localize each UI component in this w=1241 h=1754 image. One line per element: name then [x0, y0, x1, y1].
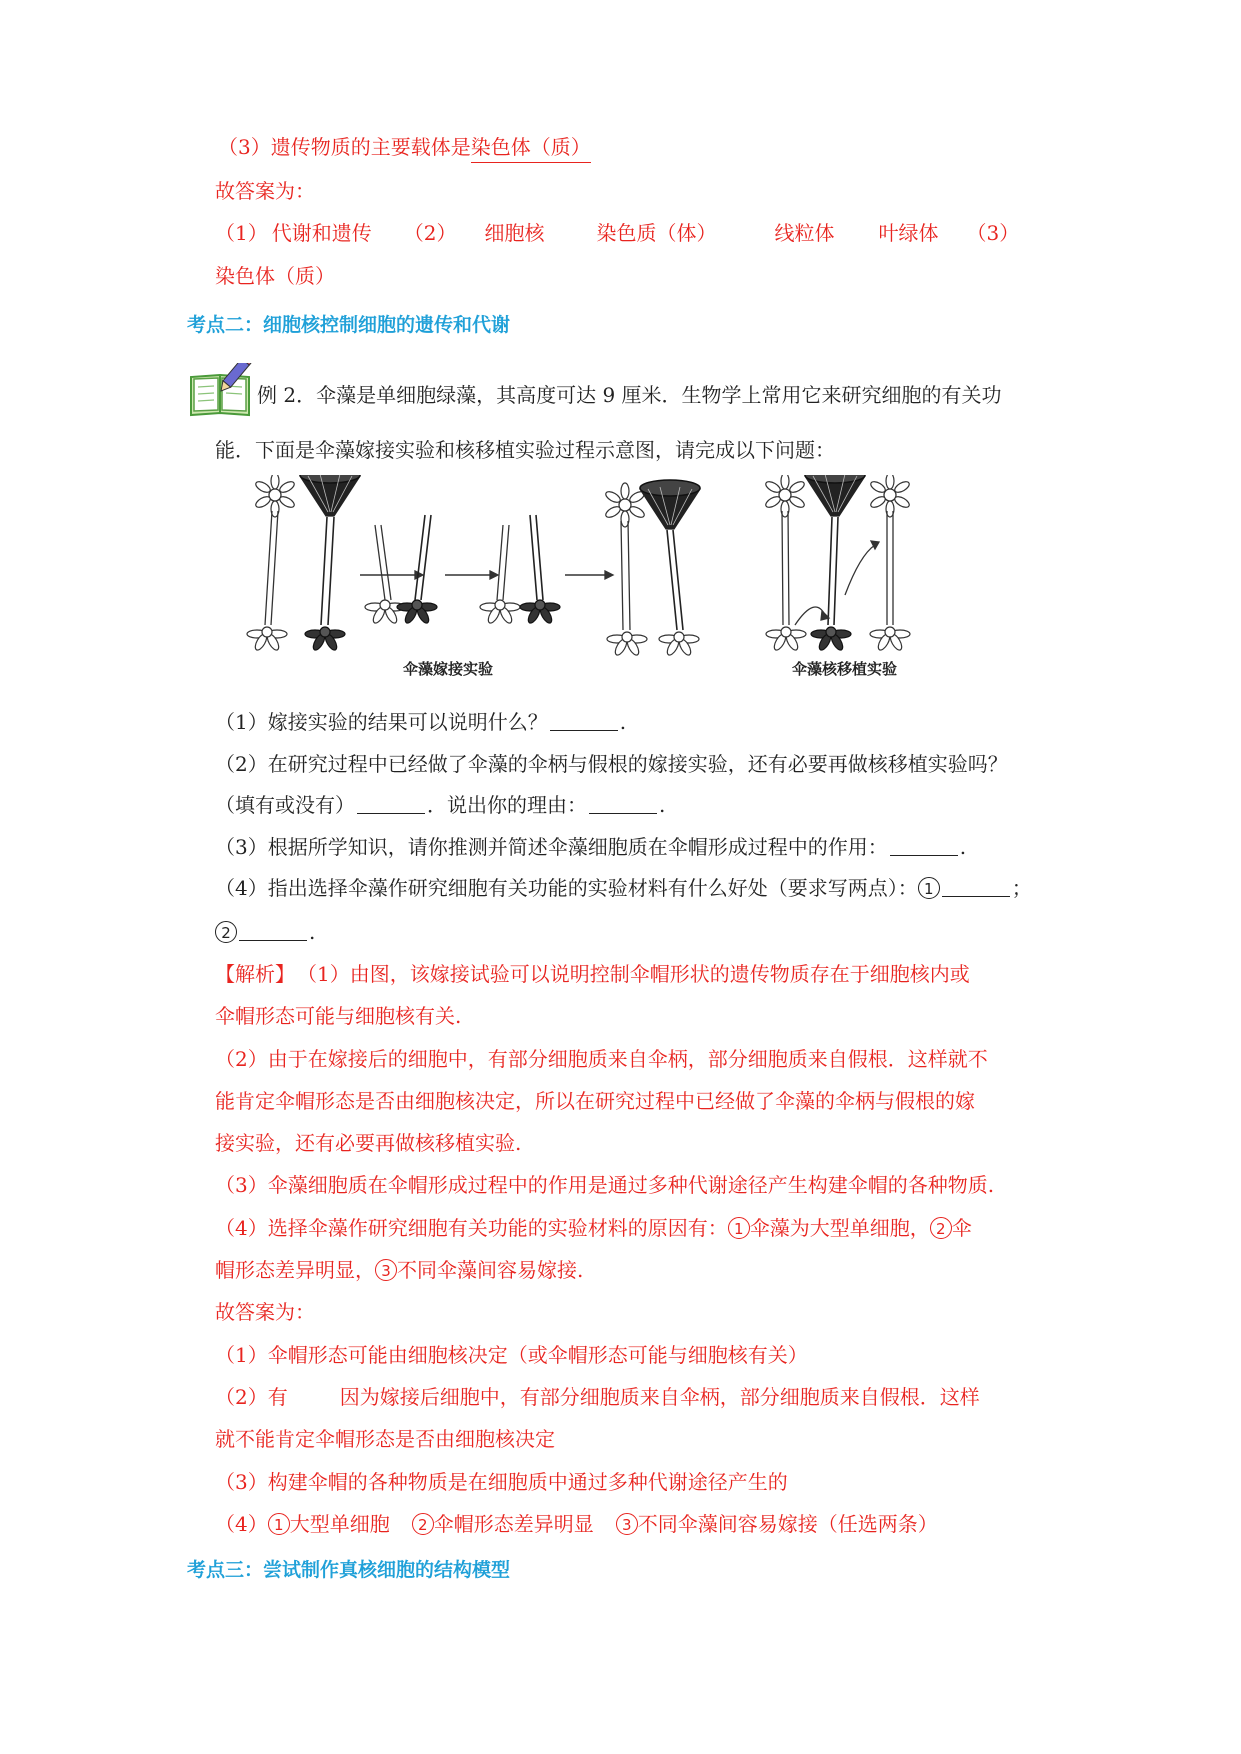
question-2-reason-label: ．说出你的理由：: [427, 793, 587, 817]
analysis-p1-text: （1）由图，该嫁接试验可以说明控制伞帽形状的遗传物质存在于细胞核内或: [307, 962, 970, 986]
question-3-text: （3）根据所学知识，请你推测并简述伞藻细胞质在伞帽形成过程中的作用：: [215, 835, 888, 859]
analysis-p2-line1: （2）由于在嫁接后的细胞中，有部分细胞质来自伞柄，部分细胞质来自假根．这样就不: [215, 1047, 988, 1071]
answer-text-2a: 细胞核: [484, 221, 545, 245]
question-3: [215, 833, 966, 861]
circled-number-3: 3: [616, 1513, 638, 1535]
answer-line-3: [218, 133, 591, 163]
question-1-end: .: [619, 710, 627, 734]
analysis-p4-text-d: 帽形态差异明显，: [215, 1258, 375, 1282]
final-answer-3: （3）构建伞帽的各种物质是在细胞质中通过多种代谢途径产生的: [215, 1470, 788, 1494]
question-4: [215, 874, 1032, 902]
answer-prefix: （3）遗传物质的主要载体是: [218, 135, 471, 159]
final-answer-2-choice: （2）有: [215, 1385, 288, 1409]
caption-transplant: 伞藻核移植实验: [792, 660, 898, 678]
final-answer-4-t2: 伞帽形态差异明显: [433, 1512, 594, 1536]
question-2-line1: （2）在研究过程中已经做了伞藻的伞柄与假根的嫁接实验，还有必要再做核移植实验吗？: [215, 752, 1008, 776]
circled-number-2: 2: [215, 921, 237, 943]
circled-number-2: 2: [412, 1513, 434, 1535]
answer-blank-2b[interactable]: [589, 795, 657, 814]
circled-number-1: 1: [918, 877, 940, 899]
answer-text-2d: 叶绿体: [878, 221, 939, 245]
question-3-end: .: [959, 835, 967, 859]
analysis-p4-line2: [215, 1256, 583, 1284]
answer-text-1: 代谢和遗传: [271, 221, 372, 245]
answer-blank-3[interactable]: [890, 837, 958, 856]
answer-underlined: 染色体（质）: [471, 133, 591, 163]
analysis-tag: 【解析】: [215, 962, 295, 986]
question-4-semicolon: ；: [1011, 876, 1032, 900]
analysis-p3: （3）伞藻细胞质在伞帽形成过程中的作用是通过多种代谢途径产生构建伞帽的各种物质.: [215, 1173, 995, 1197]
question-2-end: .: [659, 793, 666, 817]
example-intro-line2: 能．下面是伞藻嫁接实验和核移植实验过程示意图，请完成以下问题：: [215, 438, 835, 462]
answer-blank-2a[interactable]: [357, 795, 425, 814]
question-4-line2: [215, 918, 315, 946]
analysis-p1-line1: [215, 960, 970, 988]
analysis-p4-text-a: （4）选择伞藻作研究细胞有关功能的实验材料的原因有：: [215, 1216, 728, 1240]
answer-text-2c: 线粒体: [774, 221, 835, 245]
circled-number-1: 1: [728, 1217, 750, 1239]
question-2-fill-label: （填有或没有）: [215, 793, 355, 817]
question-2-line2: [215, 791, 665, 819]
example-intro-line1: 例 2．伞藻是单细胞绿藻，其高度可达 9 厘米．生物学上常用它来研究细胞的有关功: [257, 383, 1002, 407]
answer-blank-1[interactable]: [550, 712, 618, 731]
experiment-diagram: [245, 475, 1015, 695]
answer-row-2: 染色体（质）: [215, 264, 335, 288]
answer-num-2: （2）: [403, 221, 457, 245]
answer-blank-4b[interactable]: [239, 922, 307, 941]
answer-num-3: （3）: [966, 221, 1020, 245]
book-pen-icon: [188, 363, 254, 419]
caption-graft: 伞藻嫁接实验: [403, 660, 494, 678]
circled-number-3: 3: [375, 1259, 397, 1281]
analysis-p4-line1: [215, 1214, 972, 1242]
question-1-text: （1）嫁接实验的结果可以说明什么？: [215, 710, 548, 734]
answer-row-1: [215, 219, 1019, 247]
gudaan-label-2: 故答案为：: [215, 1300, 315, 1324]
analysis-p4-text-e: 不同伞藻间容易嫁接.: [397, 1258, 584, 1282]
final-answer-1: （1）伞帽形态可能由细胞核决定（或伞帽形态可能与细胞核有关）: [215, 1343, 808, 1367]
analysis-p1-line2: 伞帽形态可能与细胞核有关.: [215, 1004, 462, 1028]
final-answer-4-t1: 大型单细胞: [289, 1512, 390, 1536]
analysis-p2-line2: 能肯定伞帽形态是否由细胞核决定，所以在研究过程中已经做了伞藻的伞柄与假根的嫁: [215, 1089, 975, 1113]
analysis-p4-text-b: 伞藻为大型单细胞，: [749, 1216, 930, 1240]
final-answer-2-reason: 因为嫁接后细胞中，有部分细胞质来自伞柄，部分细胞质来自假根．这样: [339, 1385, 980, 1409]
final-answer-2-line2: 就不能肯定伞帽形态是否由细胞核决定: [215, 1427, 555, 1451]
question-4-end: .: [309, 920, 316, 944]
analysis-p2-line3: 接实验，还有必要再做核移植实验.: [215, 1131, 522, 1155]
question-1: [215, 708, 626, 736]
final-answer-2-line1: [215, 1383, 980, 1411]
final-answer-4-t3: 不同伞藻间容易嫁接（任选两条）: [637, 1512, 938, 1536]
final-answer-4: [215, 1510, 938, 1538]
gudaan-label-1: 故答案为：: [215, 179, 315, 203]
acetabularia-figure: [245, 475, 1015, 695]
analysis-p4-text-c: 伞: [951, 1216, 972, 1240]
answer-num-1: （1）: [215, 221, 268, 245]
answer-text-2b: 染色质（体）: [596, 221, 717, 245]
section-heading-2: 考点二：细胞核控制细胞的遗传和代谢: [187, 314, 511, 336]
circled-number-2: 2: [930, 1217, 952, 1239]
section-heading-3: 考点三：尝试制作真核细胞的结构模型: [187, 1559, 511, 1581]
final-answer-4-prefix: （4）: [215, 1512, 268, 1536]
question-4-text: （4）指出选择伞藻作研究细胞有关功能的实验材料有什么好处（要求写两点）：: [215, 876, 918, 900]
circled-number-1: 1: [268, 1513, 290, 1535]
answer-blank-4a[interactable]: [942, 878, 1010, 897]
